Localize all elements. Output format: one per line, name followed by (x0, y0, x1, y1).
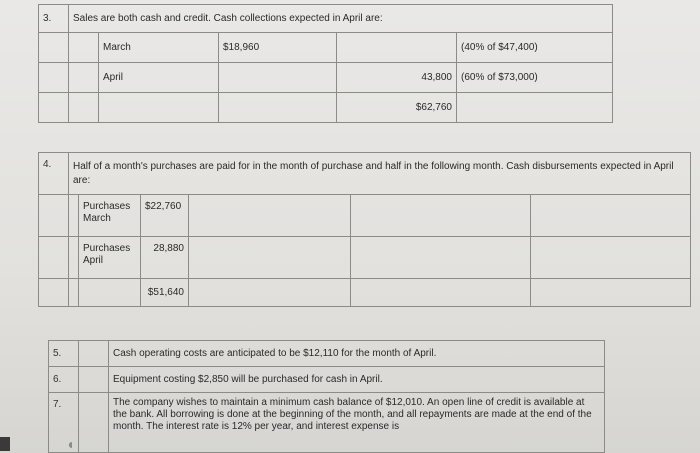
section-5-number: 5. (49, 341, 79, 367)
section-4-table (38, 152, 691, 307)
edge-letter-icon: ◖ (66, 436, 75, 452)
row-march-note: (40% of $47,400) (457, 33, 613, 63)
section-6-number: 6. (49, 367, 79, 393)
row-april-amount: 43,800 (337, 63, 457, 93)
section-4-total: $51,640 (141, 279, 189, 307)
row-purchases-april-label: Purchases April (79, 237, 141, 279)
edge-mark (0, 437, 10, 451)
section-3-total: $62,760 (337, 93, 457, 123)
section-4-text: Half of a month's purchases are paid for in the month of purchase and half in the following month. Cash disbursements expected in April are: (69, 153, 691, 195)
sections-5-7-table (48, 340, 605, 453)
row-march-label: March (99, 33, 219, 63)
section-7-number: 7. (49, 393, 79, 453)
section-3-table (38, 4, 613, 123)
section-5-text: Cash operating costs are anticipated to be $12,110 for the month of April. (109, 341, 605, 367)
row-purchases-march-label: Purchases March (79, 195, 141, 237)
section-4-number: 4. (39, 153, 69, 195)
row-april-label: April (99, 63, 219, 93)
row-april-note: (60% of $73,000) (457, 63, 613, 93)
row-purchases-march-amount: $22,760 (141, 195, 189, 237)
section-3-number: 3. (39, 5, 69, 33)
row-march-amount: $18,960 (219, 33, 337, 63)
row-purchases-april-amount: 28,880 (141, 237, 189, 279)
section-7-text: The company wishes to maintain a minimum cash balance of $12,010. An open line of credit is available at the bank. All borrowing is done at the beginning of the month, and all repayments are made at the end of the month. The interest rate is 12% per year, and interest expense is (109, 393, 605, 453)
section-6-text: Equipment costing $2,850 will be purchased for cash in April. (109, 367, 605, 393)
section-3-text: Sales are both cash and credit. Cash collections expected in April are: (69, 5, 613, 33)
